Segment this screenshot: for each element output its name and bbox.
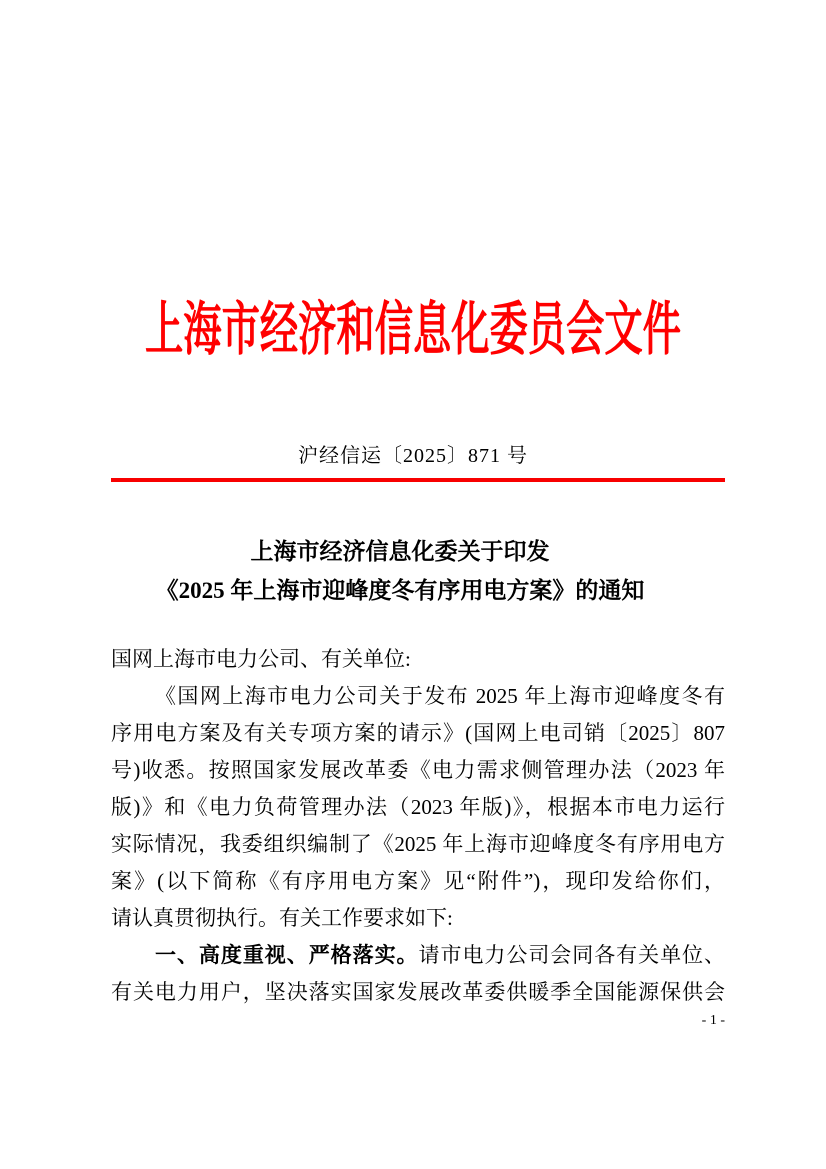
body-line <box>111 937 725 974</box>
body-line: 《国网上海市电力公司关于发布 2025 年上海市迎峰度冬有 <box>155 684 725 708</box>
body-line: 实际情况，我委组织编制了《2025 年上海市迎峰度冬有序用电方 <box>111 832 725 856</box>
body-line: 请认真贯彻执行。有关工作要求如下: <box>111 906 453 930</box>
red-separator-line <box>111 478 725 482</box>
body-line: 序用电方案及有关专项方案的请示》(国网上电司销〔2025〕807 <box>111 721 725 745</box>
document-number: 沪经信运〔2025〕871 号 <box>298 445 528 467</box>
body-line: 号)收悉。按照国家发展改革委《电力需求侧管理办法（2023 年 <box>111 758 725 782</box>
document-body <box>111 641 725 1011</box>
notice-title-line1: 上海市经济信息化委关于印发 <box>250 539 550 564</box>
body-line: 案》(以下简称《有序用电方案》见“附件”)，现印发给你们， <box>111 869 725 893</box>
agency-header-title: 上海市经济和信息化委员会文件 <box>145 297 681 362</box>
body-line: 版)》和《电力负荷管理办法（2023 年版)》，根据本市电力运行 <box>111 795 725 819</box>
body-line-rest: 请市电力公司会同各有关单位、 <box>418 943 725 967</box>
body-line-bold-lead: 一、高度重视、严格落实。 <box>155 944 419 967</box>
notice-title-line2: 《2025 年上海市迎峰度冬有序用电方案》的通知 <box>155 578 645 603</box>
page-number: - 1 - <box>701 1013 725 1028</box>
notice-title <box>93 532 707 610</box>
body-line: 有关电力用户，坚决落实国家发展改革委供暖季全国能源保供会 <box>111 980 725 1004</box>
body-line-salutation: 国网上海市电力公司、有关单位: <box>111 647 411 671</box>
